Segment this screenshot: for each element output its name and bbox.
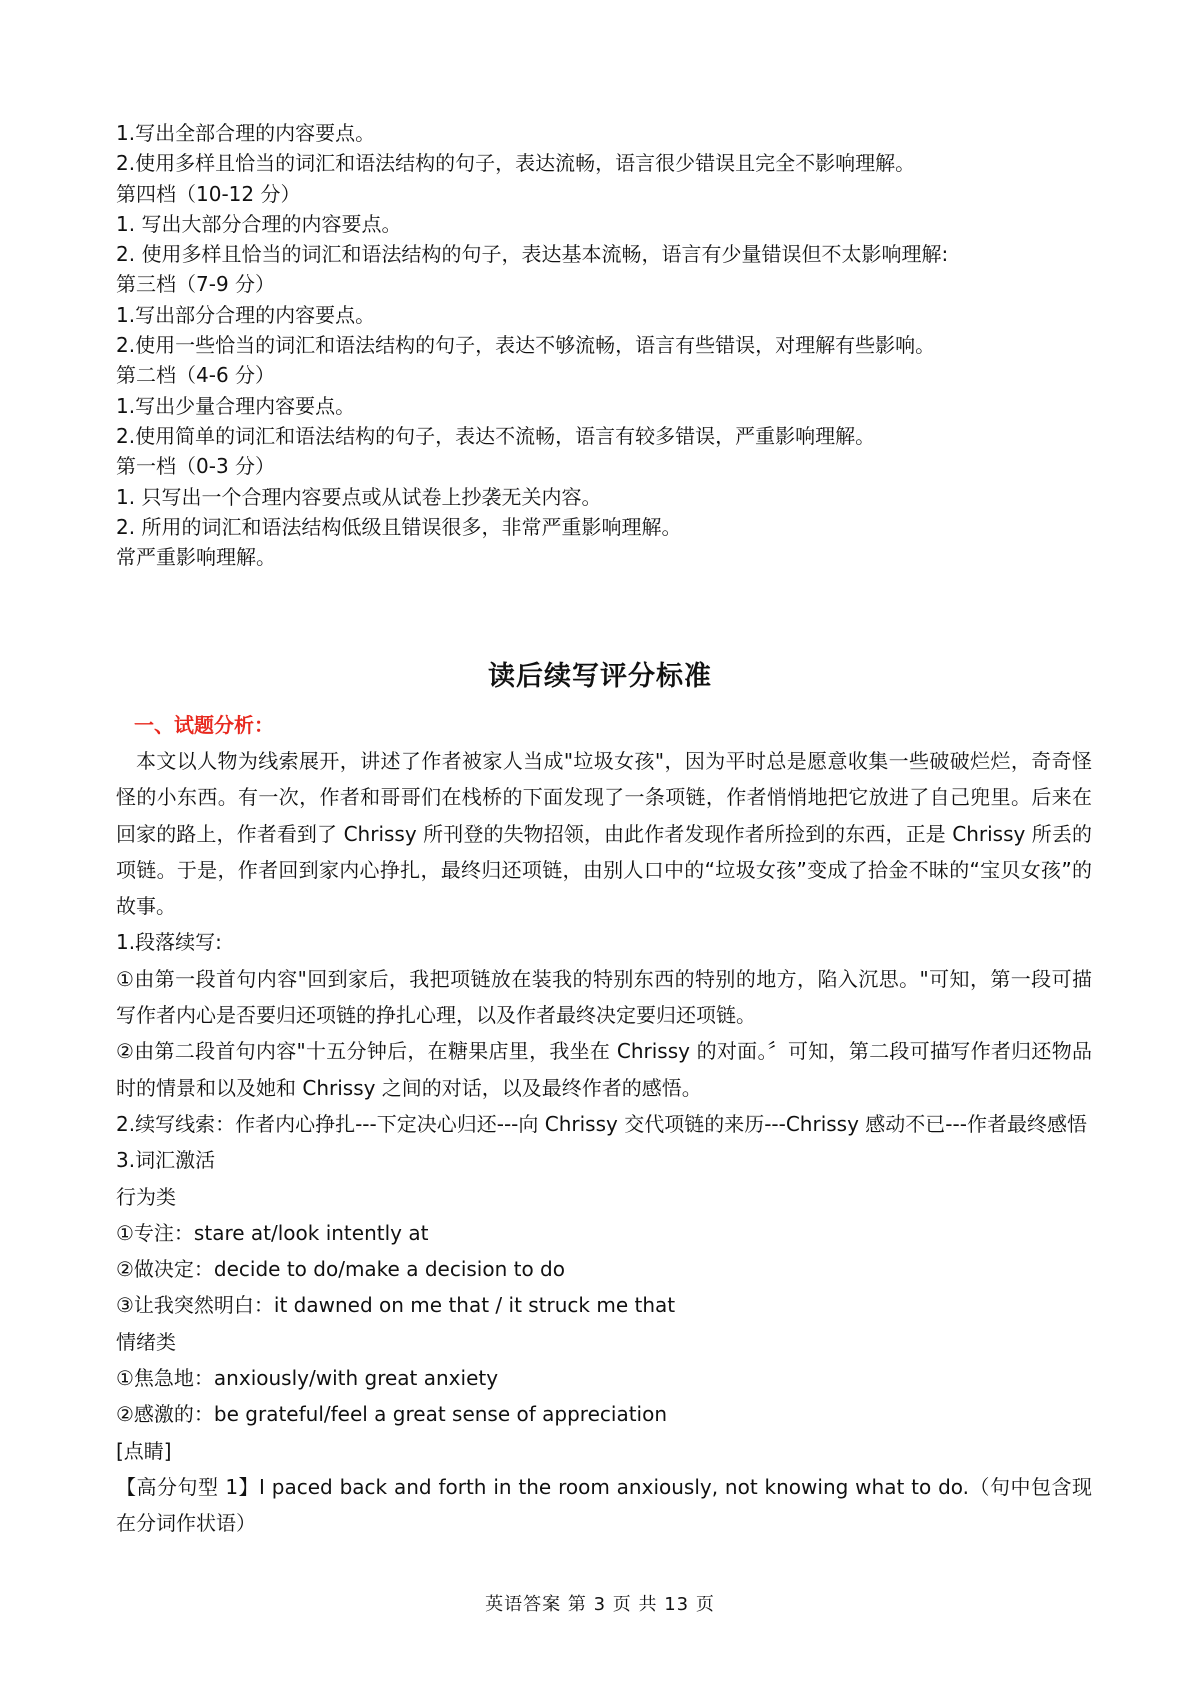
grading-line: 1. 写出大部分合理的内容要点。	[116, 211, 402, 236]
grading-line: 2.使用多样且恰当的词汇和语法结构的句子，表达流畅，语言很少错误且完全不影响理解。	[116, 151, 916, 176]
body-line: ①焦急地：anxiously/with great anxiety	[116, 1366, 499, 1391]
body-line: ③让我突然明白：it dawned on me that / it struck me that	[116, 1293, 676, 1318]
grading-line: 2. 使用多样且恰当的词汇和语法结构的句子，表达基本流畅，语言有少量错误但不太影响理解:	[116, 242, 949, 267]
body-line: ②感激的：be grateful/feel a great sense of appreciation	[116, 1402, 668, 1427]
body-line: 情绪类	[116, 1329, 176, 1354]
body-line: 3.词汇激活	[116, 1148, 216, 1173]
analysis-section	[116, 707, 1092, 1542]
grading-levels-block	[116, 118, 1096, 572]
grading-line: 2.使用简单的词汇和语法结构的句子，表达不流畅，语言有较多错误，严重影响理解。	[116, 423, 876, 448]
section-heading: 一、试题分析：	[134, 713, 274, 737]
grading-line: 1.写出全部合理的内容要点。	[116, 121, 376, 145]
body-line: ①专注：stare at/look intently at	[116, 1220, 429, 1245]
grading-line: 1.写出少量合理内容要点。	[116, 393, 356, 418]
grading-level-heading: 第三档（7-9 分）	[116, 272, 276, 297]
grading-line: 常严重影响理解。	[116, 545, 276, 570]
grading-line: 1. 只写出一个合理内容要点或从试卷上抄袭无关内容。	[116, 484, 602, 509]
grading-level-heading: 第二档（4-6 分）	[116, 363, 276, 388]
analysis-paragraph: 本文以人物为线索展开，讲述了作者被家人当成"垃圾女孩"，因为平时总是愿意收集一些破破烂烂，奇奇怪怪的小东西。有一次，作者和哥哥们在栈桥的下面发现了一条项链，作者悄悄地把它放进了自己兜里。后来在回家的路上，作者看到了 Chrissy 所刊登的失物招领，由此作者发现作者所捡到的东西，正是 Chrissy 所丢的项链。于是，作者回到家内心挣扎，最终归还项链，由别人口中的“垃圾女孩”变成了拾金不昧的“宝贝女孩”的故事。	[116, 749, 1092, 919]
grading-line: 2. 所用的词汇和语法结构低级且错误很多，非常严重影响理解。	[116, 514, 682, 539]
page-footer: 英语答案 第 3 页 共 13 页	[485, 1594, 715, 1615]
body-line: 【高分句型 1】I paced back and forth in the room anxiously, not knowing what to do.（句中包含现在分词作状语）	[116, 1474, 1092, 1536]
body-line: ①由第一段首句内容"回到家后，我把项链放在装我的特别东西的特别的地方，陷入沉思。"可知，第一段可描写作者内心是否要归还项链的挣扎心理，以及作者最终决定要归还项链。	[116, 966, 1092, 1028]
body-line: [点睛]	[116, 1438, 172, 1463]
grading-level-heading: 第四档（10-12 分）	[116, 181, 301, 206]
grading-line: 2.使用一些恰当的词汇和语法结构的句子，表达不够流畅，语言有些错误，对理解有些影响。	[116, 333, 936, 358]
body-line: ②由第二段首句内容"十五分钟后，在糖果店里，我坐在 Chrissy 的对面。〞可知，第二段可描写作者归还物品时的情景和以及她和 Chrissy 之间的对话，以及最终作者的感悟。	[116, 1039, 1092, 1100]
body-line: 行为类	[116, 1184, 176, 1209]
grading-level-heading: 第一档（0-3 分）	[116, 454, 276, 479]
page-title: 读后续写评分标准	[488, 661, 712, 692]
grading-line: 1.写出部分合理的内容要点。	[116, 302, 376, 327]
body-line: ②做决定：decide to do/make a decision to do	[116, 1257, 565, 1282]
body-line: 2.续写线索：作者内心挣扎---下定决心归还---向 Chrissy 交代项链的来历---Chrissy 感动不已---作者最终感悟	[116, 1111, 1087, 1136]
body-line: 1.段落续写:	[116, 930, 222, 955]
